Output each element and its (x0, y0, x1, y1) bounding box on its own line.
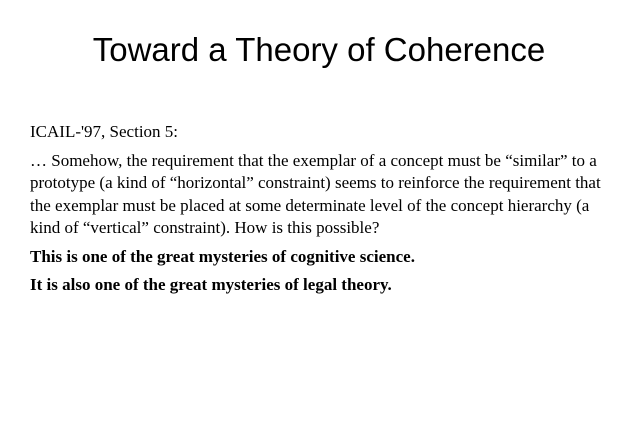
source-citation: ICAIL-'97, Section 5: (30, 122, 179, 141)
statement-legal-theory: It is also one of the great mysteries of legal theory. (30, 275, 392, 294)
slide-title: Toward a Theory of Coherence (92, 31, 546, 68)
quoted-passage: … Somehow, the requirement that the exemplar of a concept must be “similar” to a prototype (a kind of “horizontal” constraint) seems to reinforce the requirement that the exemplar must be placed at some determinate level of the concept hierarchy (a kind of “vertical” constraint). How is this possible? (30, 150, 601, 237)
slide-body (30, 121, 620, 303)
statement-cognitive-science: This is one of the great mysteries of cognitive science. (30, 246, 415, 266)
